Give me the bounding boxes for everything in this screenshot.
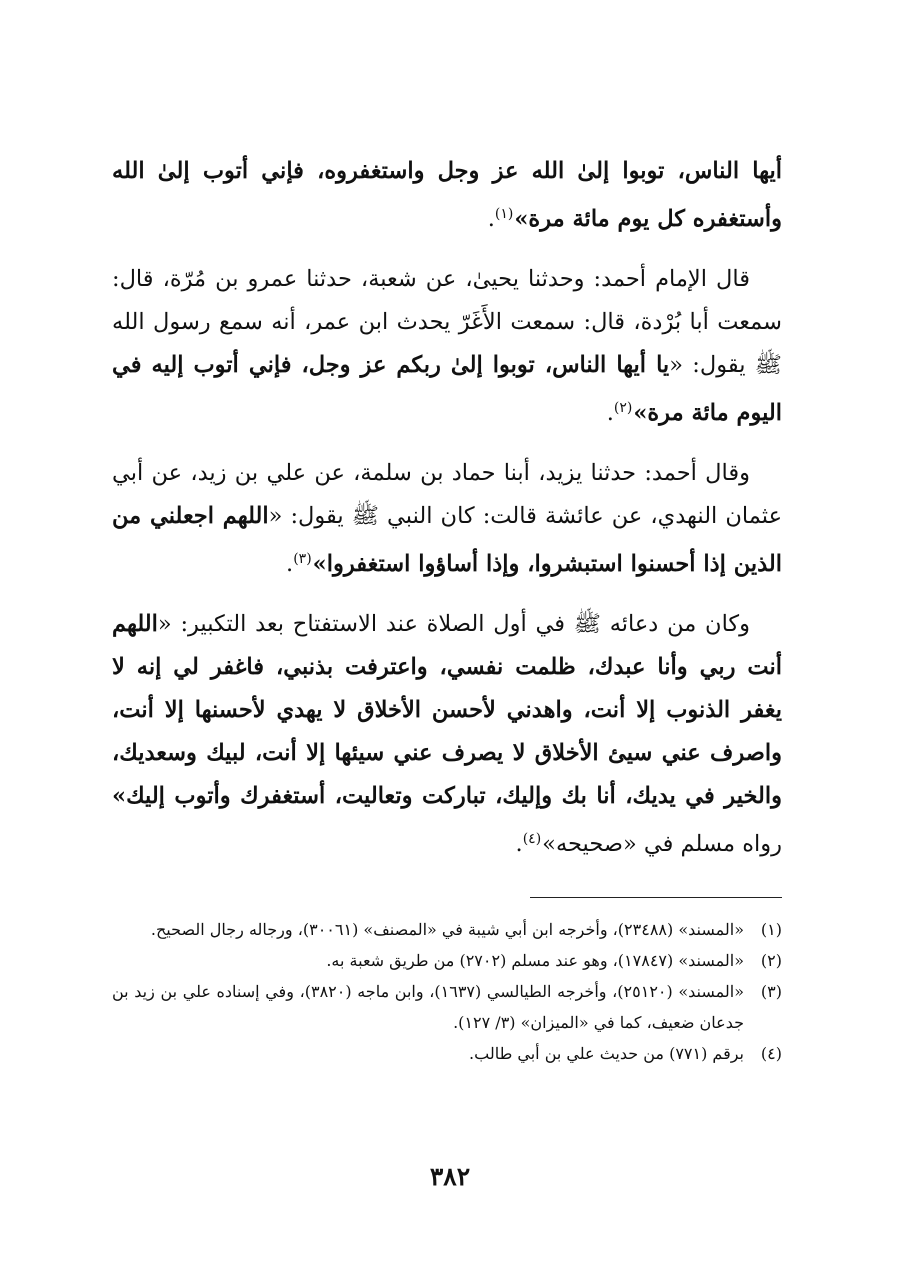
footnote <box>112 914 782 945</box>
footnote <box>112 976 782 1038</box>
footnote-ref: (٢) <box>613 400 633 416</box>
footnote-ref: (٤) <box>522 831 542 847</box>
paragraph <box>112 150 782 241</box>
hadith-quote: اللهم اجعلني من الذين إذا أحسنوا استبشروا، وإذا أساؤوا استغفروا» <box>112 503 782 577</box>
page-number: ٣٨٢ <box>429 1162 471 1191</box>
paragraph <box>112 603 782 866</box>
paragraph <box>112 452 782 586</box>
footnote-text: «المسند» (٢٣٤٨٨)، وأخرجه ابن أبي شيبة في «المصنف» (٣٠٠٦١)، ورجاله رجال الصحيح. <box>150 920 744 939</box>
main-text <box>112 150 782 883</box>
footnote-text: برقم (٧٧١) من حديث علي بن أبي طالب. <box>469 1044 744 1063</box>
footnote-ref: (٣) <box>293 551 312 567</box>
footnote-text: «المسند» (١٧٨٤٧)، وهو عند مسلم (٢٧٠٢) من طريق شعبة به. <box>326 951 744 970</box>
punctuation: . <box>515 831 523 857</box>
narration-text: وقال أحمد: حدثنا يزيد، أبنا حماد بن سلمة، عن علي بن زيد، عن أبي عثمان النهدي، عن عائشة قالت: كان النبي ﷺ يقول: « <box>112 460 782 529</box>
footnote-number: (٢) <box>760 951 782 970</box>
footnote-number: (٣) <box>760 982 782 1001</box>
footnote-number: (٤) <box>760 1044 782 1063</box>
paragraph <box>112 258 782 435</box>
footnotes <box>112 914 782 1069</box>
hadith-quote: أيها الناس، توبوا إلىٰ الله عز وجل واستغفروه، فإني أتوب إلىٰ الله وأستغفره كل يوم مائة مرة» <box>112 158 782 232</box>
narration-text: قال الإمام أحمد: وحدثنا يحيىٰ، عن شعبة، حدثنا عمرو بن مُرّة، قال: سمعت أبا بُرْدة، قال: سمعت الأَغَرّ يحدث ابن عمر، أنه سمع رسول الله ﷺ يقول: « <box>112 266 782 378</box>
punctuation: . <box>286 551 294 577</box>
punctuation: . <box>487 206 495 232</box>
narration-text: رواه مسلم في «صحيحه» <box>542 831 782 857</box>
footnote-divider <box>530 897 782 898</box>
footnote-ref: (١) <box>494 206 514 222</box>
punctuation: . <box>606 400 614 426</box>
footnote-number: (١) <box>760 920 782 939</box>
hadith-quote: يا أيها الناس، توبوا إلىٰ ربكم عز وجل، فإني أتوب إليه في اليوم مائة مرة» <box>112 352 782 426</box>
footnote-text: «المسند» (٢٥١٢٠)، وأخرجه الطيالسي (١٦٣٧)، وابن ماجه (٣٨٢٠)، وفي إسناده علي بن زيد بن جدعان ضعيف، كما في «الميزان» (٣/ ١٢٧). <box>112 982 745 1032</box>
narration-text: وكان من دعائه ﷺ في أول الصلاة عند الاستفتاح بعد التكبير: « <box>157 611 750 637</box>
hadith-quote: اللهم أنت ربي وأنا عبدك، ظلمت نفسي، واعترفت بذنبي، فاغفر لي إنه لا يغفر الذنوب إلا أنت، واهدني لأحسن الأخلاق لا يهدي لأحسنها إلا أنت، واصرف عني سيئ الأخلاق لا يصرف عني سيئها إلا أنت، لبيك وسعديك، والخير في يديك، أنا بك وإليك، تباركت وتعاليت، أستغفرك وأتوب إليك» <box>112 611 782 809</box>
footnote <box>112 945 782 976</box>
footnote <box>112 1038 782 1069</box>
